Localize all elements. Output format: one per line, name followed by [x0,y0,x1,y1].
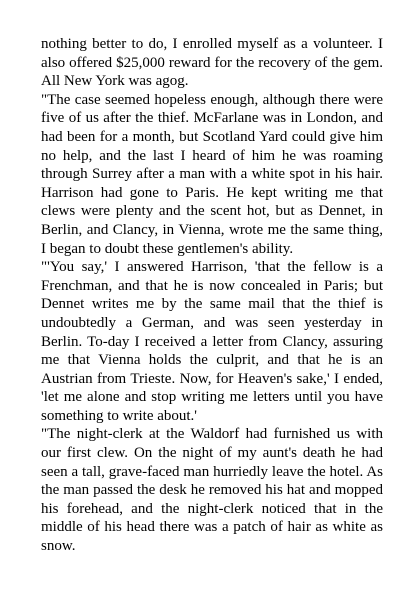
paragraph-3: "'You say,' I answered Harrison, 'that the fellow is a Frenchman, and that he is now concealed in Paris; but Dennet writes me by the same mail that the thief is undoubtedly a German, and was seen yesterday in Berlin. To-day I received a letter from Clancy, assuring me that Vienna holds the culprit, and that he is an Austrian from Trieste. Now, for Heaven's sake,' I ended, 'let me alone and stop writing me letters until you have something to write about.' [41,259,383,424]
paragraph-1: nothing better to do, I enrolled myself as a volunteer. I also offered $25,000 reward for the recovery of the gem. All New York was agog. [41,36,383,90]
paragraph-4: "The night-clerk at the Waldorf had furnished us with our first clew. On the night of my aunt's death he had seen a tall, grave-faced man hurriedly leave the hotel. As the man passed the desk he removed his hat and mopped his forehead, and the night-clerk noticed that in the middle of his head there was a patch of hair as white as snow. [41,426,383,555]
paragraph-2: "The case seemed hopeless enough, although there were five of us after the thief. McFarlane was in London, and had been for a month, but Scotland Yard could give him no help, and the last I heard of him he was roaming through Surrey after a man with a white spot in his hair. Harrison had gone to Paris. He kept writing me that clews were plenty and the scent hot, but as Dennet, in Berlin, and Clancy, in Vienna, wrote me the same thing, I began to doubt these gentlemen's ability. [41,91,383,257]
document-page [41,35,383,556]
